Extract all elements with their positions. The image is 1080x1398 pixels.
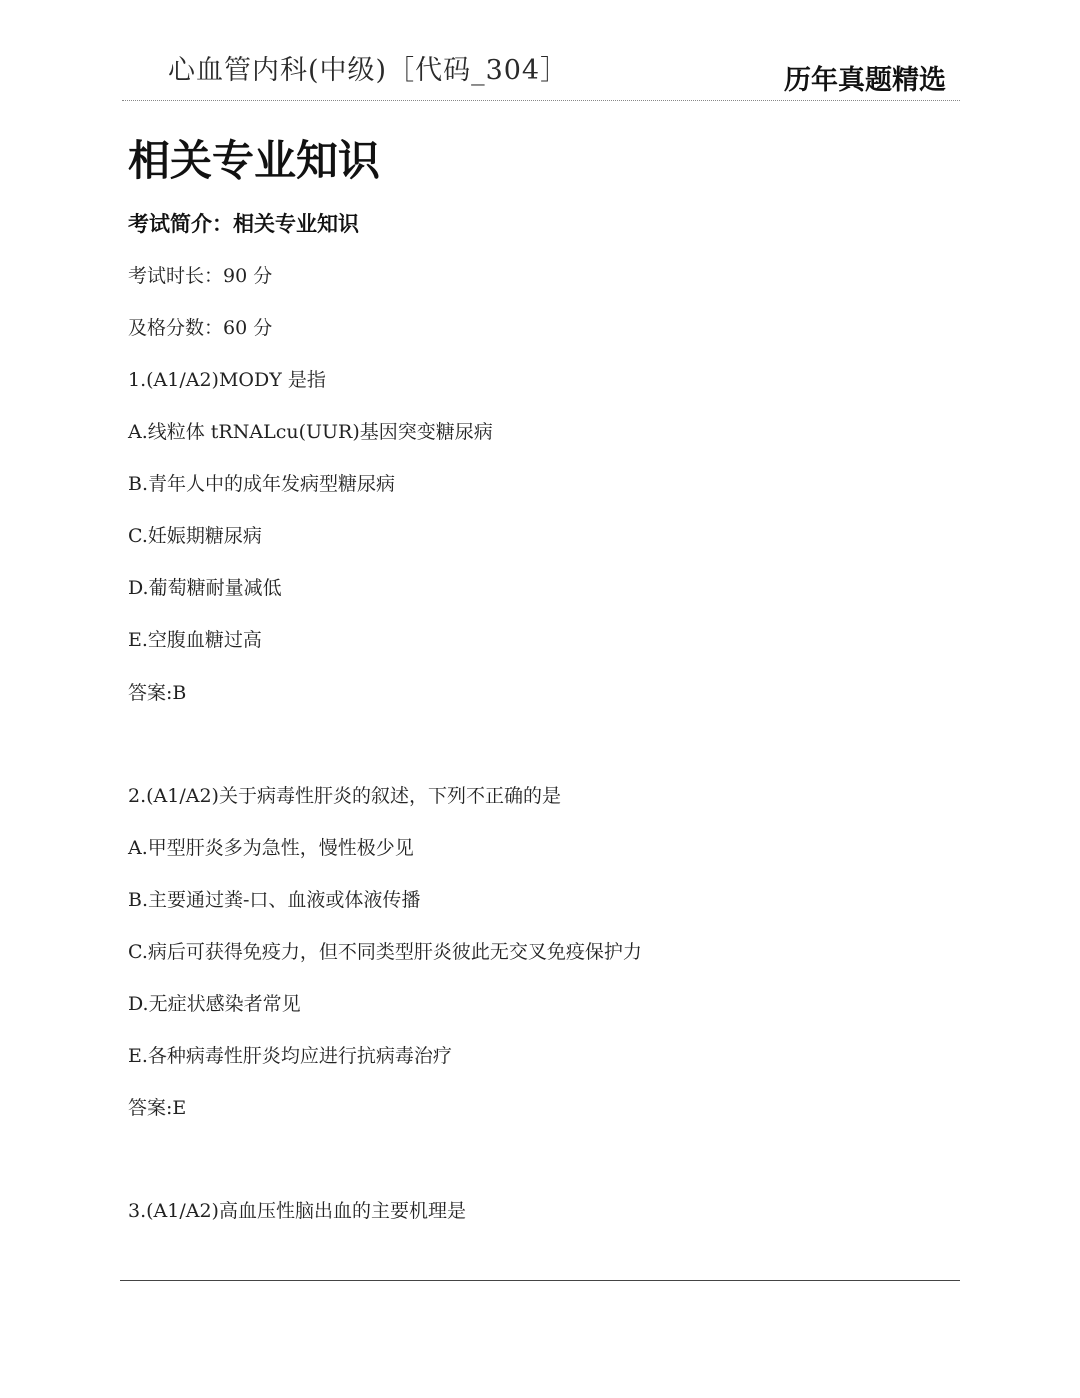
header-tag: 历年真题精选 [784, 65, 946, 96]
option-d: D.葡萄糖耐量减低 [128, 577, 282, 599]
answer: 答案:B [128, 682, 187, 704]
exam-pass-score: 及格分数：60 分 [128, 317, 273, 339]
option-c: C.妊娠期糖尿病 [128, 525, 262, 547]
exam-intro [128, 208, 359, 238]
exam-intro-value: 相关专业知识 [233, 212, 359, 236]
footer-divider [120, 1280, 960, 1281]
answer: 答案:E [128, 1097, 187, 1119]
option-e: E.空腹血糖过高 [128, 629, 262, 651]
option-b: B.主要通过粪-口、血液或体液传播 [128, 889, 421, 911]
page-title: 相关专业知识 [128, 136, 381, 185]
question-stem: 2.(A1/A2)关于病毒性肝炎的叙述，下列不正确的是 [128, 785, 561, 807]
exam-intro-label: 考试简介： [128, 212, 233, 236]
exam-duration: 考试时长：90 分 [128, 265, 273, 287]
option-b: B.青年人中的成年发病型糖尿病 [128, 473, 396, 495]
header-divider [122, 100, 960, 101]
question-stem: 3.(A1/A2)高血压性脑出血的主要机理是 [128, 1200, 466, 1222]
option-e: E.各种病毒性肝炎均应进行抗病毒治疗 [128, 1045, 452, 1067]
option-d: D.无症状感染者常见 [128, 993, 301, 1015]
option-c: C.病后可获得免疫力，但不同类型肝炎彼此无交叉免疫保护力 [128, 941, 642, 963]
option-a: A.线粒体 tRNALcu(UUR)基因突变糖尿病 [128, 421, 493, 443]
option-a: A.甲型肝炎多为急性，慢性极少见 [128, 837, 414, 859]
header-subject: 心血管内科(中级)［代码_304］ [168, 55, 569, 86]
question-stem: 1.(A1/A2)MODY 是指 [128, 369, 326, 391]
